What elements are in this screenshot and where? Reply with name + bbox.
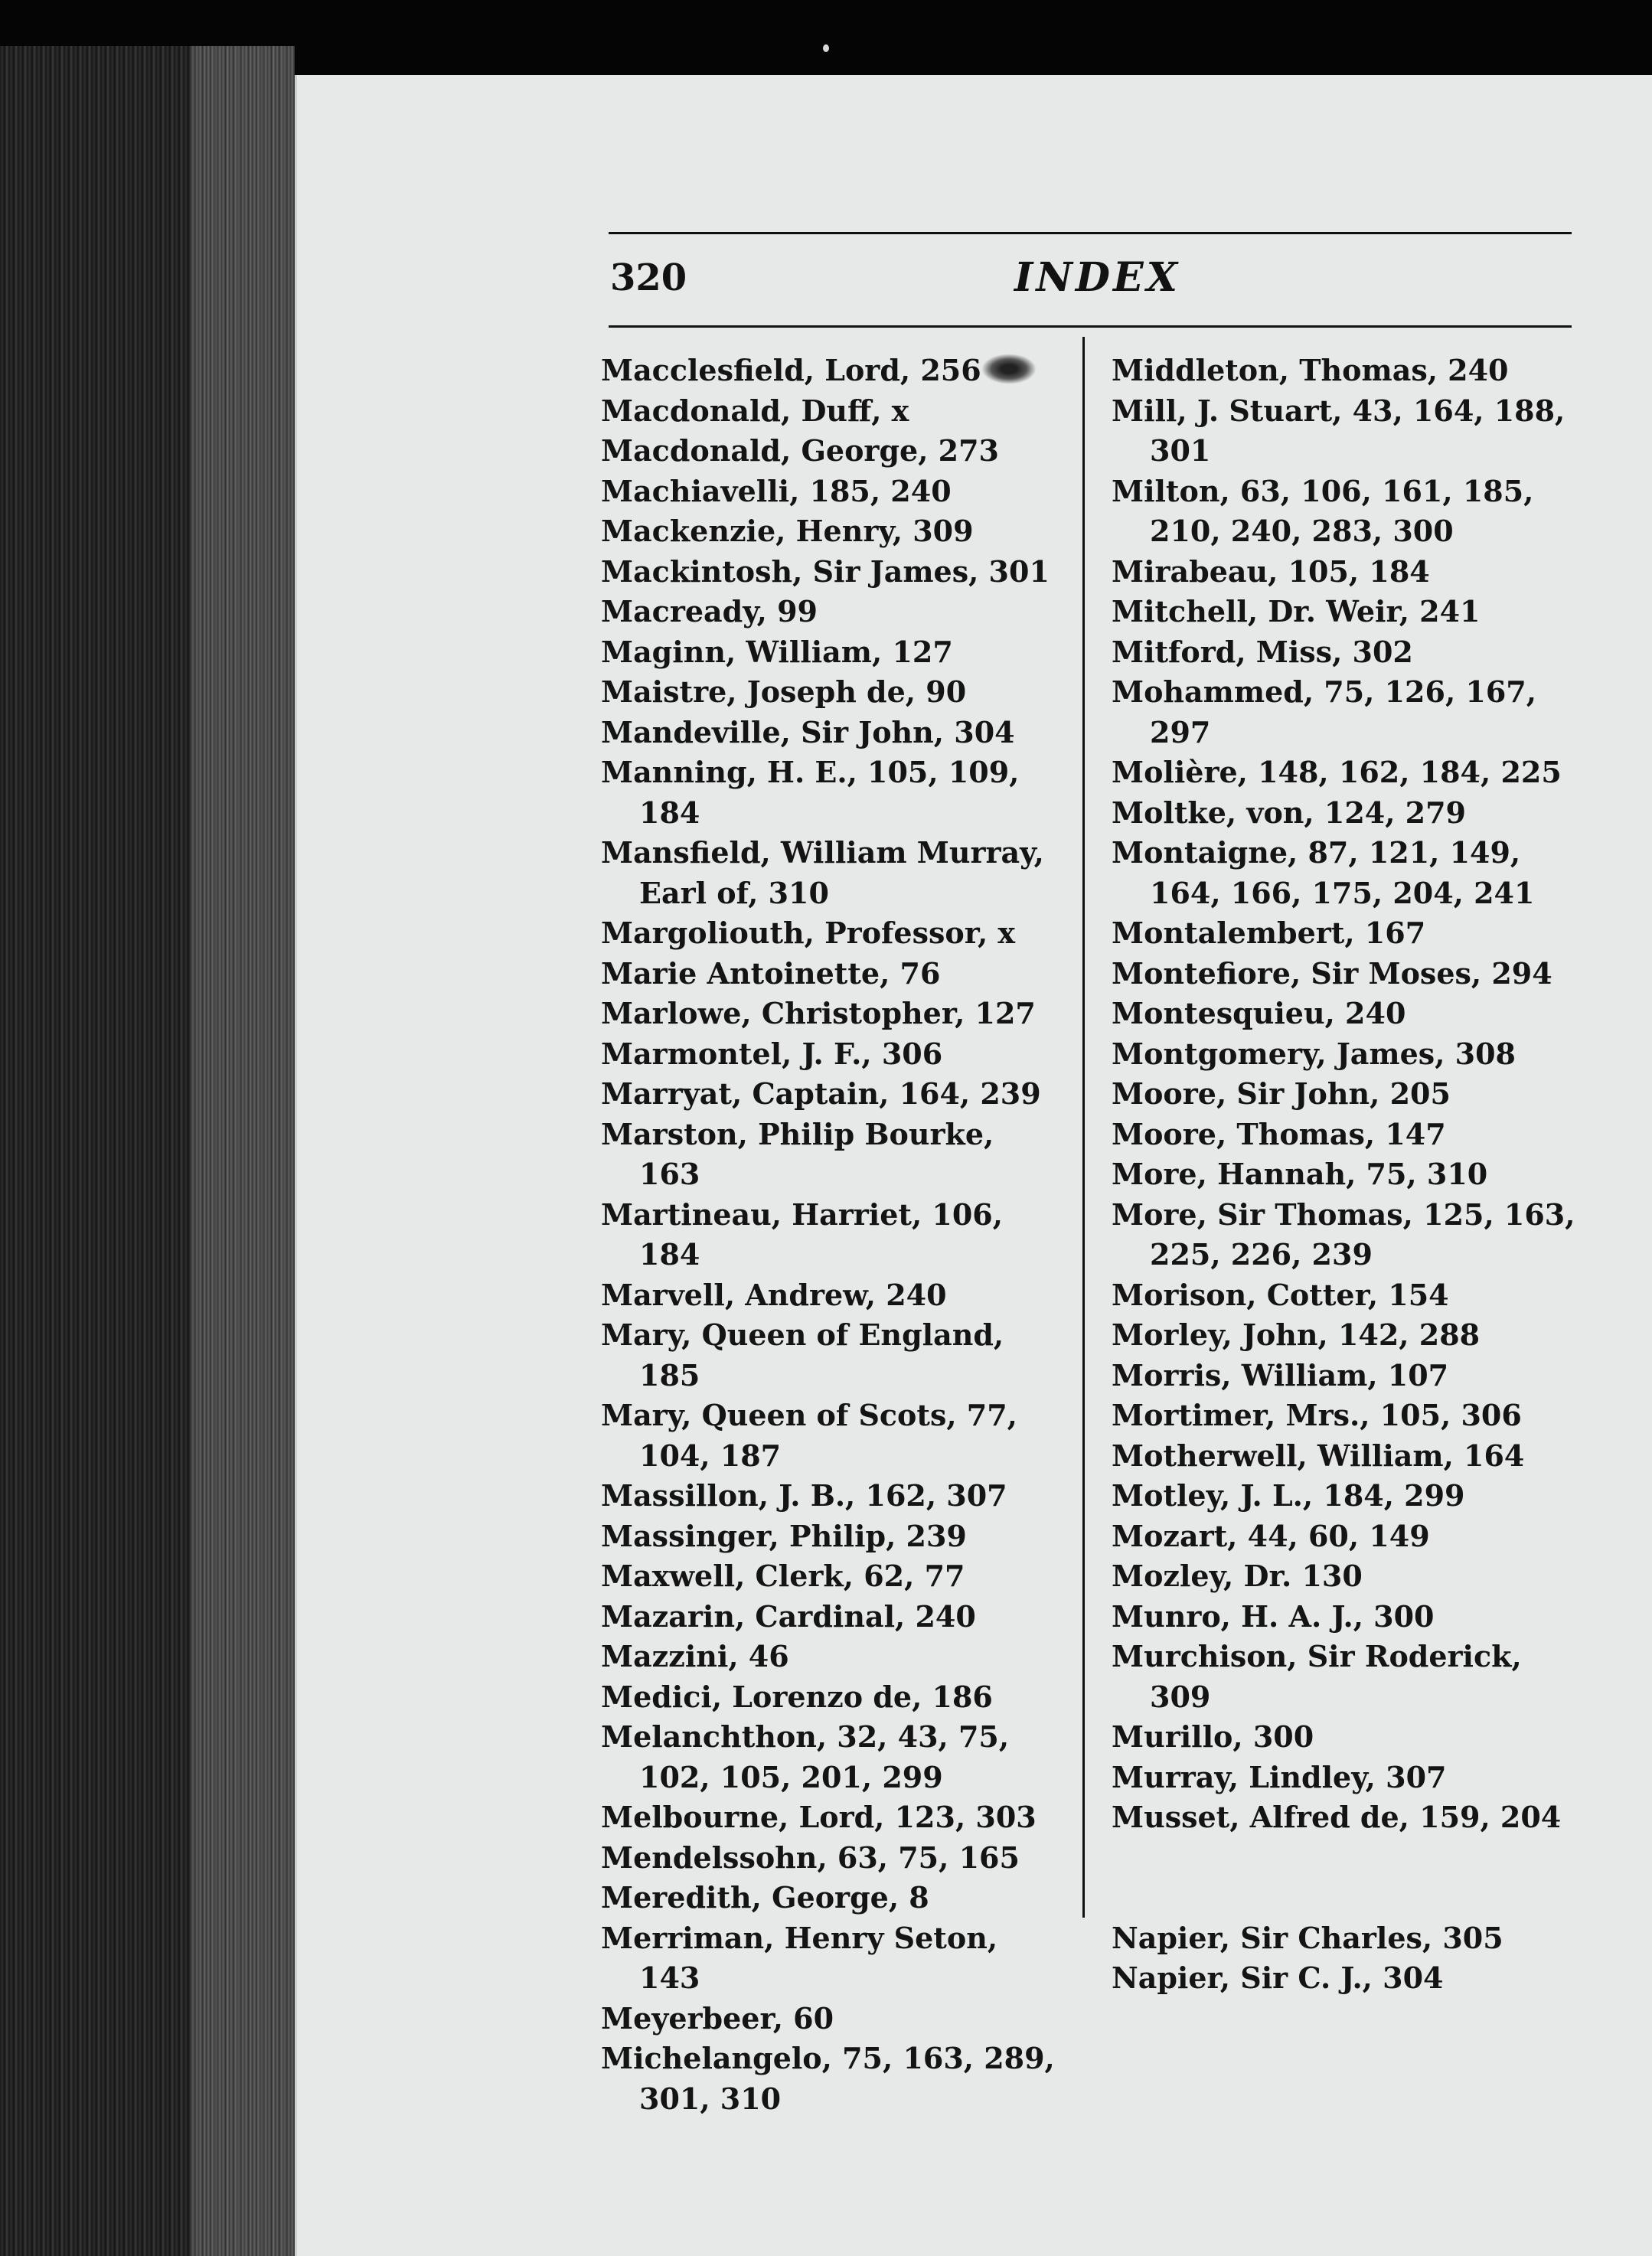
- scan-speck: [823, 44, 829, 52]
- header-rule-bottom: [609, 325, 1572, 328]
- index-entry: Napier, Sir C. J., 304: [1112, 1961, 1444, 1995]
- index-entry: Machiavelli, 185, 240: [601, 473, 952, 508]
- index-entry: Motley, J. L., 184, 299: [1112, 1478, 1465, 1513]
- index-entry: Medici, Lorenzo de, 186: [601, 1679, 993, 1714]
- index-entry: Murchison, Sir Roderick, 309: [1112, 1639, 1522, 1714]
- page-number: 320: [610, 256, 687, 299]
- index-entry: Massillon, J. B., 162, 307: [601, 1478, 1007, 1513]
- index-entry: Merriman, Henry Seton, 143: [601, 1920, 998, 1995]
- index-entry: Mackintosh, Sir James, 301: [601, 553, 1050, 589]
- index-entry: Mary, Queen of Scots, 77, 104, 187: [601, 1398, 1017, 1473]
- index-entry: Meredith, George, 8: [601, 1880, 929, 1915]
- index-entry: Marryat, Captain, 164, 239: [601, 1076, 1041, 1111]
- index-entry: Melbourne, Lord, 123, 303: [601, 1800, 1037, 1834]
- index-entry: Morison, Cotter, 154: [1112, 1277, 1449, 1312]
- index-entry: Mackenzie, Henry, 309: [601, 514, 974, 548]
- index-column-left: [601, 351, 1060, 2119]
- column-divider: [1082, 337, 1085, 1918]
- index-entry: Marvell, Andrew, 240: [601, 1277, 947, 1312]
- index-entry: Mirabeau, 105, 184: [1112, 553, 1430, 589]
- index-entry: Milton, 63, 106, 161, 185, 210, 240, 283, 300: [1112, 473, 1534, 548]
- book-page-edges: [0, 46, 295, 2256]
- index-entry: Mansfield, William Murray, Earl of, 310: [601, 835, 1044, 910]
- index-entry: Macready, 99: [601, 594, 818, 628]
- index-entry: Mill, J. Stuart, 43, 164, 188, 301: [1112, 393, 1565, 468]
- index-entry: Morley, John, 142, 288: [1112, 1317, 1481, 1352]
- index-entry: Mozart, 44, 60, 149: [1112, 1518, 1430, 1553]
- index-entry: Martineau, Harriet, 106, 184: [601, 1197, 1003, 1272]
- index-entry: Mohammed, 75, 126, 167, 297: [1112, 674, 1536, 749]
- index-entry: Macdonald, George, 273: [601, 433, 999, 468]
- running-title: INDEX: [1014, 254, 1180, 301]
- index-entry: Melanchthon, 32, 43, 75, 102, 105, 201, 299: [601, 1719, 1010, 1794]
- index-entry: Motherwell, William, 164: [1112, 1438, 1525, 1473]
- index-entry: Mortimer, Mrs., 105, 306: [1112, 1398, 1522, 1432]
- index-entry: Morris, William, 107: [1112, 1357, 1449, 1392]
- index-entry: Montgomery, James, 308: [1112, 1036, 1516, 1071]
- index-entry: Montefiore, Sir Moses, 294: [1112, 955, 1552, 991]
- index-entry: Moltke, von, 124, 279: [1112, 795, 1466, 830]
- index-entry: More, Hannah, 75, 310: [1112, 1157, 1488, 1191]
- index-entry: Montesquieu, 240: [1112, 996, 1406, 1030]
- index-entry: Mazarin, Cardinal, 240: [601, 1598, 976, 1634]
- index-entry: Macdonald, Duff, x: [601, 393, 909, 428]
- index-entry: Macclesfield, Lord, 256: [601, 353, 981, 387]
- index-entry: Mendelssohn, 63, 75, 165: [601, 1840, 1020, 1875]
- index-entry: Montalembert, 167: [1112, 916, 1426, 950]
- index-entry: Montaigne, 87, 121, 149, 164, 166, 175, 204, 241: [1112, 835, 1535, 910]
- index-entry: Maginn, William, 127: [601, 634, 953, 669]
- index-entry: Mitchell, Dr. Weir, 241: [1112, 594, 1481, 628]
- index-entry: Massinger, Philip, 239: [601, 1518, 967, 1553]
- index-entry: Musset, Alfred de, 159, 204: [1112, 1800, 1562, 1834]
- index-entry: Mozley, Dr. 130: [1112, 1559, 1363, 1593]
- index-entry: Middleton, Thomas, 240: [1112, 353, 1509, 387]
- index-entry: Mazzini, 46: [601, 1639, 789, 1673]
- index-entry: Mandeville, Sir John, 304: [601, 714, 1015, 749]
- letter-group-gap: [1112, 1838, 1586, 1918]
- index-entry: Manning, H. E., 105, 109, 184: [601, 755, 1020, 830]
- header-rule-top: [609, 232, 1572, 234]
- index-entry: More, Sir Thomas, 125, 163, 225, 226, 239: [1112, 1197, 1575, 1272]
- index-entry: Marie Antoinette, 76: [601, 955, 941, 991]
- index-entry: Moore, Sir John, 205: [1112, 1076, 1451, 1111]
- index-entry: Mitford, Miss, 302: [1112, 634, 1413, 669]
- index-entry: Meyerbeer, 60: [601, 2000, 834, 2036]
- index-entry: Murray, Lindley, 307: [1112, 1759, 1447, 1794]
- index-entry: Maxwell, Clerk, 62, 77: [601, 1559, 965, 1593]
- index-entry: Molière, 148, 162, 184, 225: [1112, 755, 1562, 789]
- index-entry: Napier, Sir Charles, 305: [1112, 1920, 1503, 1955]
- index-entry: Moore, Thomas, 147: [1112, 1116, 1446, 1151]
- index-entry: Margoliouth, Professor, x: [601, 916, 1016, 950]
- index-entry: Marston, Philip Bourke, 163: [601, 1116, 994, 1191]
- index-entry: Murillo, 300: [1112, 1719, 1314, 1754]
- index-entry: Munro, H. A. J., 300: [1112, 1598, 1435, 1634]
- index-entry: Marmontel, J. F., 306: [601, 1036, 943, 1071]
- index-entry: Maistre, Joseph de, 90: [601, 674, 967, 709]
- index-column-right: [1112, 351, 1586, 1999]
- index-entry: Marlowe, Christopher, 127: [601, 996, 1036, 1030]
- index-entry: Michelangelo, 75, 163, 289, 301, 310: [601, 2041, 1055, 2116]
- index-entry: Mary, Queen of England, 185: [601, 1317, 1004, 1392]
